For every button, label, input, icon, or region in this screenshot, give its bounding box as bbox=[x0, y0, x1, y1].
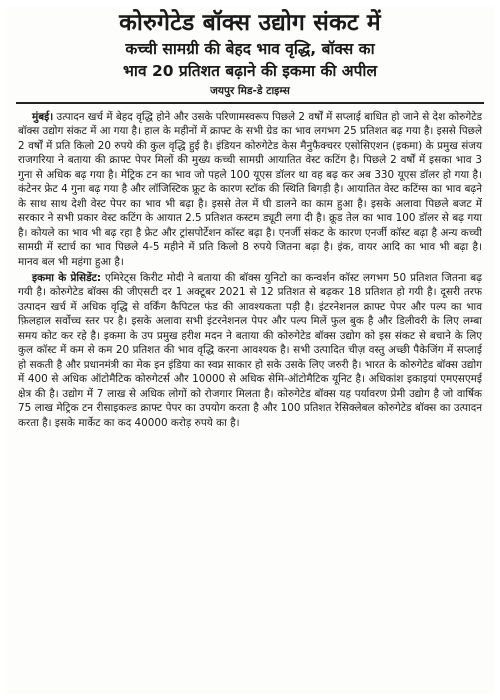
headline-main: कोरुगेटेड बॉक्स उद्योग संकट में bbox=[119, 10, 381, 36]
divider bbox=[16, 102, 484, 104]
article-body bbox=[18, 110, 482, 430]
paragraph-2-text: एमिरेट्स किरीट मोदी ने बताया की बॉक्स युनिटो का कन्वर्शन कॉस्ट लगभग 50 प्रतिशत जितना बढ़ गयी है। कोरुगेटेड बॉक्स की जीएसटी दर 1 अक्टूबर 2021 से 12 प्रतिशत से बढ़कर 18 प्रतिशत हो गयी है। दूसरी तरफ उत्पादन खर्च में अधिक वृद्धि से वर्किंग कैपिटल फंड की आवश्यकता पड़ी है। इंटरनेशनल क्राफ्ट पेपर और पल्प का भाव फ़िलहाल सर्वोच्च स्तर पर है। इसके अलावा सभी इंटरनेशनल पेपर और पल्प मिलें फुल बुक है और डिलीवरी के लिए लम्बा समय कोट कर रहे है। इकमा के उप प्रमुख हरीश मदन ने बताया की कोरुगेटेड बॉक्स उद्योग को इस संकट से बचाने के लिए कुल कॉस्ट में कम से कम 20 प्रतिशत की भाव वृद्धि करना आवश्यक है। सभी उत्पादित चीज़ वस्तु अच्छी पैकेजिंग में सप्लाई हो सकती है और प्रधानमंत्री का मेक इन इंडिया का स्वप्न साकार हो सके उसके लिए जरुरी है। भारत के कोरुगेटेड बॉक्स उद्योग में 400 से अधिक ऑटोमैटिक कोरुगेटर्स और 10000 से अधिक सेमि-ऑटोमैटिक यूनिट है। अधिकांश इकाइयां एमएसएमई क्षेत्र की है। उद्योग में 7 लाख से अधिक लोगों को रोजगार मिलता है। कोरुगेटेड बॉक्स यह पर्यावरण प्रेमी उद्योग है जो वार्षिक 75 लाख मेट्रिक टन रीसाइकल्ड क्राफ्ट पेपर का उपयोग करता है और 100 प्रतिशत रेसिक्लेबल कोरुगेटेड बॉक्स का उत्पादन करता है। इसके मार्केट का कद 40000 करोड़ रुपये का है। bbox=[18, 271, 483, 429]
headline-sub-line-2: भाव 20 प्रतिशत बढ़ाने की इकमा की अपील bbox=[123, 62, 377, 80]
article-paragraph-2 bbox=[18, 271, 482, 430]
paragraph-1-text: उत्पादन खर्च में बेहद वृद्धि होने और उसके परिणामस्वरूप पिछले 2 वर्षों में सप्लाई बाधित हो जाने से देश कोरुगेटेड बॉक्स उद्योग संकट में आ गया है। हाल के महीनों में क्राफ्ट के सभी ग्रेड का भाव लगभग 25 प्रतिशत बढ़ गया है। इससे पिछले 2 वर्षों में प्रति किलो 20 रुपये की कुल वृद्धि हुई है। इंडियन कोरुगेटेड केस मैनुफैक्चरर एसोसिएशन (इकमा) के प्रमुख संजय राजगरिया ने बताया की क्राफ्ट पेपर मिलों की मुख्य कच्ची सामग्री आयातित वेस्ट कटिंग है। पिछले 2 वर्षों में इसका भाव 3 गुना से अधिक बढ़ गया है। मेट्रिक टन का भाव जो पहले 100 यूएस डॉलर था वह बढ़ कर अब 330 यूएस डॉलर हो गया है। कंटेनर फ्रेट 4 गुना बढ़ गया है और लॉजिस्टिक फ्रूट के कारण स्टॉक की स्थिति बिगड़ी है। आयातित वेस्ट कटिंग्स का भाव बढ़ने के साथ साथ देशी वेस्ट पेपर का भाव भी बढ़ा है। इससे तेल में घी डालने का काम हुआ है। इसके अलावा पिछले बजट में सरकार ने सभी प्रकार वेस्ट कटिंग के आयात 2.5 प्रतिशत कस्टम ड्यूटी लगा दी है। क्रूड तेल का भाव 100 डॉलर से बढ़ गया है। कोयले का भाव भी बढ़ रहा है फ्रेट और ट्रांसपोर्टेशन कॉस्ट बढ़ा है। एनर्जी संकट के कारण एनर्जी कॉस्ट बढ़ा है अन्य कच्ची सामग्री में स्टार्च का भाव पिछले 4-5 महीने में प्रति किलो 8 रुपये जितना बढ़ा है। इंक, वायर आदि का भाव भी बढ़ा है। मानव बल भी महंगा हुआ है। bbox=[18, 111, 482, 268]
headline-sub-line-1: कच्ची सामग्री की बेहद भाव वृद्धि, बॉक्स का bbox=[125, 40, 375, 58]
article-paragraph-1 bbox=[18, 110, 482, 269]
dateline: मुंबई। bbox=[32, 111, 54, 123]
news-clipping bbox=[6, 6, 494, 694]
subheading-president: इकमा के प्रेसिडेंट: bbox=[32, 271, 102, 284]
byline: जयपुर मिड-डे टाइम्स bbox=[210, 85, 290, 97]
